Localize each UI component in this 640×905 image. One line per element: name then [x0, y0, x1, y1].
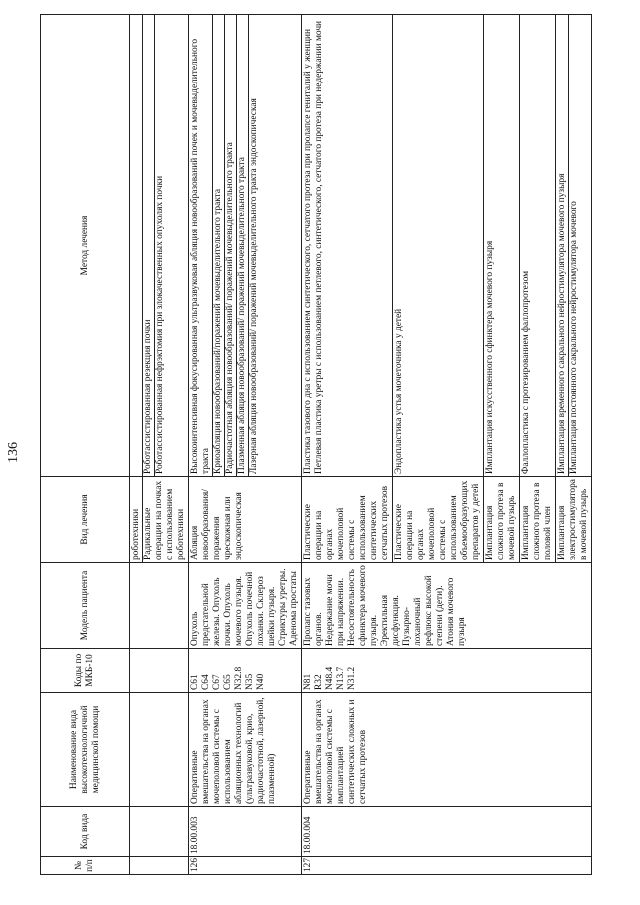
row-vid: Пластические операции на органах мочеполовой системы с использованием объемообразующих препаратов у детей — [393, 477, 484, 563]
row-methods — [189, 15, 302, 477]
method-text: Петлевая пластика уретры с использованием петлевого, синтетического, сетчатого протеза при недержании мочи — [314, 20, 324, 474]
table-row — [130, 15, 189, 875]
row-model: Пролапс тазовых органов. Недержание мочи при напряжении. Несостоятельность сфинктера мочевого пузыря. Эректильная дисфункция. Пузырно-лоханочный рефлюкс высокой степени (дети). Атония мочевого пузыря — [302, 563, 592, 649]
method-text: Пластика тазового дна с использованием синтетического, сетчатого протеза при пролапсе гениталий у женщин — [303, 29, 313, 474]
header-num: № п/п — [41, 857, 130, 875]
header-method: Метод лечения — [41, 15, 130, 477]
method-text — [131, 15, 143, 476]
row-mkb: C61 C64 C67 C65 N32.8 N35 N40 — [189, 649, 302, 693]
table-row-127 — [302, 15, 393, 875]
header-name: Наименование вида высокотехнологичной медицинской помощи — [41, 693, 130, 807]
method-text: Имплантация постоянного сакрального нейростимулятора мочевого — [569, 201, 579, 474]
row-mkb: N81 R32 N48.4 N13.7 N31.2 — [302, 649, 592, 693]
header-model: Модель пациента — [41, 563, 130, 649]
row-code: 18.00.003 — [189, 807, 302, 857]
method-text: Имплантация временного сакрального нейростимулятора мочевого пузыря — [557, 15, 569, 476]
method-text: Высокоинтенсивная фокусированная ультразвуковая абляция новообразований почек и мочевыделительного тракта — [190, 15, 213, 476]
row-methods — [484, 15, 520, 477]
method-text: Эндопластика устья мочеточника у детей — [394, 308, 404, 474]
row-vid: Имплантация сложного протеза в мочевой пузырь — [484, 477, 520, 563]
row-methods — [393, 15, 484, 477]
row-vid: Имплантация электростимулятора в мочевой пузырь — [556, 477, 592, 563]
page-number: 136 — [6, 442, 21, 463]
method-text: Имплантация искусственного сфинктера мочевого пузыря — [485, 240, 495, 474]
row-model: Опухоль предстательной железы. Опухоль почки. Опухоль мочевого пузыря. Опухоль почечной лоханки. Склероз шейки пузыря. Стриктуры уретры. Аденома простаты — [189, 563, 302, 649]
header-row — [41, 15, 130, 875]
method-text: Криоабляция новообразований/поражений мочевыделительного тракта — [213, 15, 225, 476]
vid-text: роботехники — [131, 477, 143, 562]
header-code: Код вида — [41, 807, 130, 857]
method-cell — [130, 15, 189, 477]
row-name: Оперативные вмешательства на органах мочеполовой системы с использованием абляционных технологий (ультразвуковой, крио, радиочастотной, лазерной, плазменной) — [189, 693, 302, 807]
row-methods — [302, 15, 393, 477]
row-vid: Пластические операции на органах мочеполовой системы с использованием синтетических сетчатых протезов — [302, 477, 393, 563]
row-methods — [556, 15, 592, 477]
table-row-126 — [189, 15, 302, 875]
method-text: Роботассистированная нефрэктомия при злокачественных опухолях почки — [155, 175, 165, 474]
method-text: Плазменная абляция новообразований/ поражений мочевыделительного тракта — [237, 15, 249, 476]
header-vid: Вид лечения — [41, 477, 130, 563]
row-name: Оперативные вмешательства на органах мочеполовой системы с имплантацией синтетических сложных и сетчатых протезов — [302, 693, 592, 807]
method-text: Фаллопластика с протезированием фаллопротезом — [521, 270, 531, 474]
row-methods — [520, 15, 556, 477]
method-text: Лазерная абляция новообразований/ поражений мочевыделительного тракта эндоскопическая — [249, 98, 259, 474]
vid-text: Радикальные операции на почках с использованием роботехники — [143, 480, 186, 560]
method-text: Роботассистированная резекция почки — [143, 15, 155, 476]
vid-cell — [130, 477, 189, 563]
row-code: 18.00.004 — [302, 807, 592, 857]
row-number: 126 — [189, 857, 302, 875]
row-number: 127 — [302, 857, 592, 875]
medical-care-table — [40, 14, 592, 875]
header-mkb: Коды по МКБ-10 — [41, 649, 130, 693]
row-vid: Имплантация сложного протеза в половой член — [520, 477, 556, 563]
row-vid: Абляция новообразования/поражения чрескожная или эндоскопическая — [189, 477, 302, 563]
method-text: Радиочастотная абляция новообразований/ поражений мочевыделительного тракта — [225, 15, 237, 476]
